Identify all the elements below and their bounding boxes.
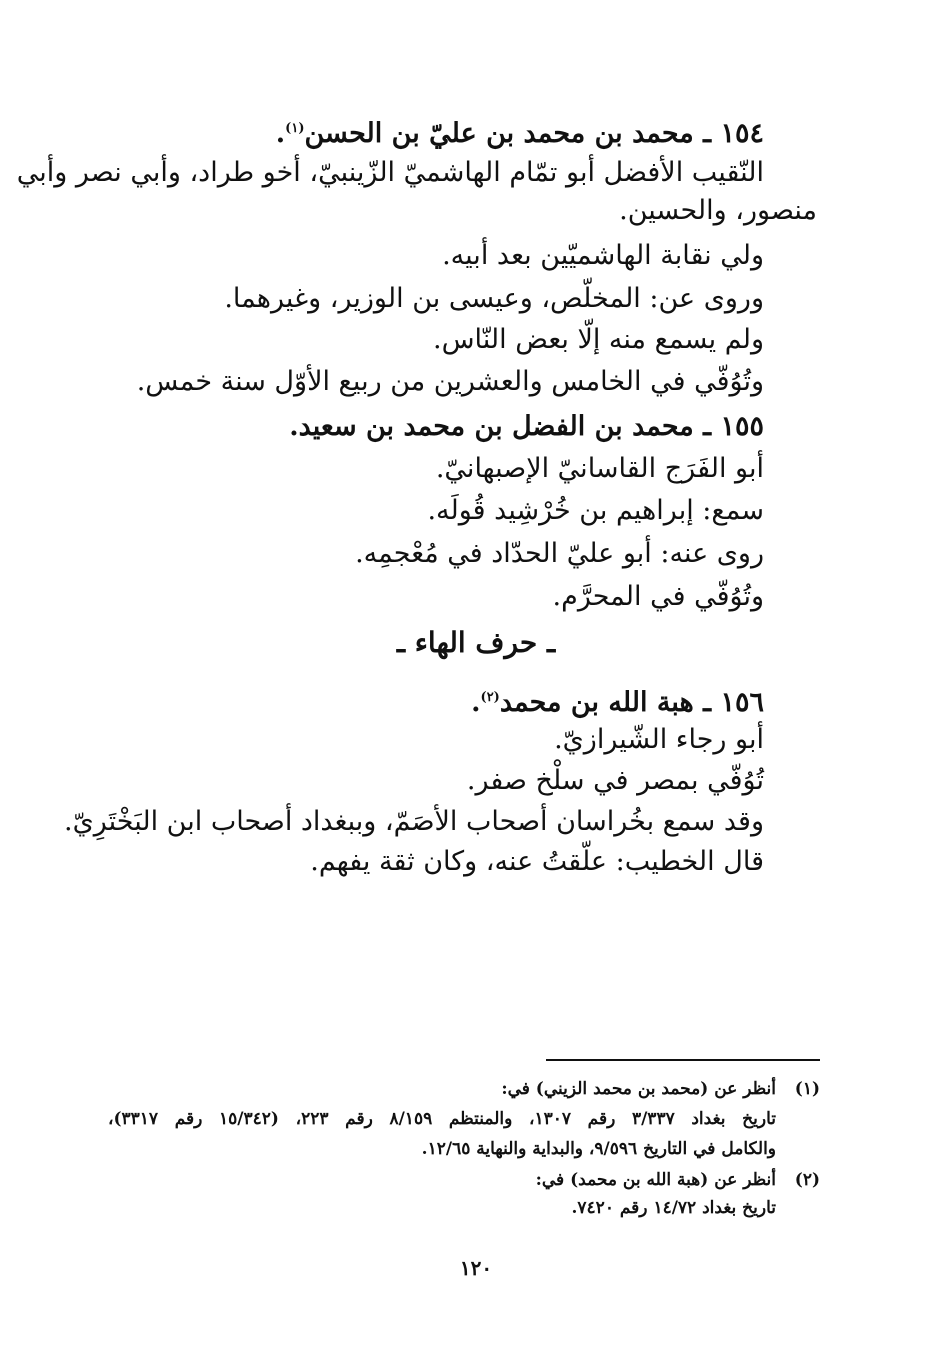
- footnote-1-line: تاريخ بغداد ٣/٣٣٧ رقم ١٣٠٧، والمنتظم ٨/١٥٩ رقم ٢٢٣، (١٥/٣٤٢ رقم ٣٣١٧)،: [108, 1109, 776, 1129]
- heading-end: .: [275, 118, 286, 149]
- entry-line: أبو الفَرَج القاسانيّ الإصبهانيّ.: [435, 453, 764, 484]
- footnote-1-line: والكامل في التاريخ ٩/٥٩٦، والبداية والنهاية ١٢/٦٥.: [421, 1139, 776, 1159]
- entry-line: ولم يسمع منه إلّا بعض النّاس.: [433, 324, 764, 355]
- entry-line: وقد سمع بخُراسان أصحاب الأصَمّ، وببغداد أصحاب ابن البَخْتَرِيّ.: [64, 806, 764, 837]
- entry-line: ولي نقابة الهاشميّين بعد أبيه.: [442, 240, 764, 271]
- entry-line: النّقيب الأفضل أبو تمّام الهاشميّ الزّينبيّ، أخو طراد، وأبي نصر وأبي: [16, 157, 764, 188]
- footnote-divider: [546, 1059, 820, 1061]
- footnote-1-title: أنظر عن (محمد بن محمد الزيني) في:: [501, 1079, 776, 1099]
- entry-line: سمع: إبراهيم بن خُرْشِيد قُولَه.: [427, 495, 764, 526]
- entry-line: وتُوُفّي في الخامس والعشرين من ربيع الأوّل سنة خمس.: [136, 366, 764, 397]
- entry-line: منصور، والحسين.: [619, 195, 817, 226]
- entry-heading-text: ١٥٦ ـ هبة الله بن محمد: [499, 687, 764, 718]
- entry-heading-154: [276, 112, 764, 151]
- footnote-ref-1[interactable]: (١): [285, 121, 305, 136]
- entry-line: وروى عن: المخلّص، وعيسى بن الوزير، وغيرهما.: [224, 283, 764, 314]
- section-title: ـ حرف الهاء ـ: [396, 626, 556, 659]
- footnote-ref-2[interactable]: (٢): [480, 690, 500, 705]
- heading-end: .: [471, 687, 481, 718]
- entry-heading-155: ١٥٥ ـ محمد بن الفضل بن محمد بن سعيد.: [289, 411, 764, 442]
- entry-line: تُوُفّي بمصر في سلْخ صفر.: [466, 765, 764, 796]
- entry-line: قال الخطيب: علّقتُ عنه، وكان ثقة يفهم.: [310, 846, 764, 877]
- entry-line: أبو رجاء الشّيرازيّ.: [554, 724, 764, 755]
- page-number: ١٢٠: [459, 1256, 493, 1280]
- entry-heading-156: [471, 681, 764, 720]
- entry-heading-text: ١٥٤ ـ محمد بن محمد بن عليّ بن الحسن: [304, 118, 764, 149]
- footnote-2-title: أنظر عن (هبة الله بن محمد) في:: [535, 1170, 776, 1190]
- footnote-1-label: (١): [794, 1079, 820, 1099]
- footnote-2-line: تاريخ بغداد ١٤/٧٢ رقم ٧٤٢٠.: [571, 1198, 776, 1218]
- footnote-2-label: (٢): [794, 1170, 820, 1190]
- entry-line: روى عنه: أبو عليّ الحدّاد في مُعْجمِه.: [355, 538, 764, 569]
- entry-line: وتُوُفّي في المحرَّم.: [552, 581, 764, 612]
